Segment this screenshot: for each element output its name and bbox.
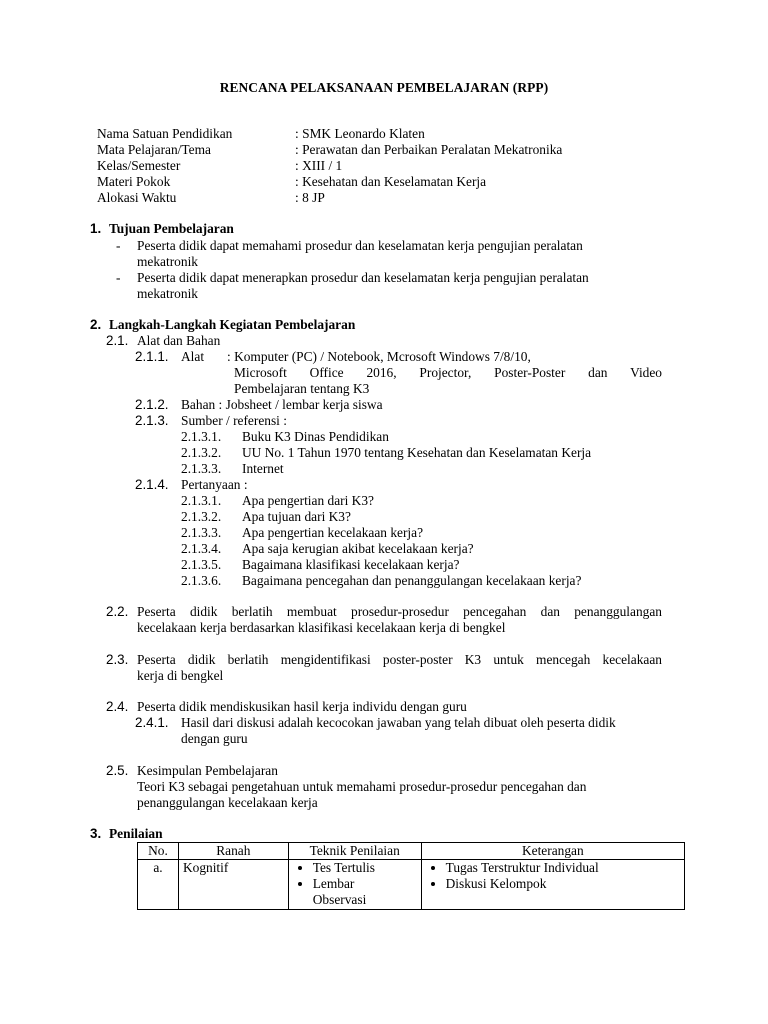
item-number: 2.1.3.6. xyxy=(181,573,222,588)
subsection-text: Peserta didik berlatih membuat prosedur-prosedur pencegahan dan penanggulangan xyxy=(137,604,662,619)
identity-label: Nama Satuan Pendidikan xyxy=(97,126,233,141)
identity-value: : 8 JP xyxy=(295,190,325,205)
assessment-table xyxy=(137,842,685,910)
document-title: RENCANA PELAKSANAAN PEMBELAJARAN (RPP) xyxy=(219,80,549,95)
item-text: Apa pengertian dari K3? xyxy=(242,493,374,508)
list-item: • Tugas Terstruktur Individual xyxy=(446,860,680,876)
subsection-number: 2.1.1. xyxy=(135,349,169,364)
subsection-label: Alat xyxy=(181,349,205,364)
item-text: Bagaimana klasifikasi kecelakaan kerja? xyxy=(242,557,460,572)
identity-value: : Kesehatan dan Keselamatan Kerja xyxy=(295,174,487,189)
identity-value: : XIII / 1 xyxy=(295,158,343,173)
table-row xyxy=(138,860,685,910)
subsection-text: Pertanyaan : xyxy=(181,477,248,492)
subsection-text-cont: kerja di bengkel xyxy=(137,668,224,683)
item-text: Apa tujuan dari K3? xyxy=(242,509,351,524)
column-header: Teknik Penilaian xyxy=(288,843,421,860)
table-cell-keterangan xyxy=(421,860,684,910)
table-cell-teknik xyxy=(288,860,421,910)
identity-label: Materi Pokok xyxy=(97,174,171,189)
column-header: No. xyxy=(138,843,179,860)
item-number: 2.1.3.2. xyxy=(181,445,222,460)
subsection-number: 2.4. xyxy=(106,699,129,714)
subsection-text-cont: Pembelajaran tentang K3 xyxy=(234,381,370,396)
subsection-text: Sumber / referensi : xyxy=(181,413,287,428)
identity-value: : SMK Leonardo Klaten xyxy=(295,126,425,141)
list-bullet: - xyxy=(116,270,121,285)
identity-label: Kelas/Semester xyxy=(97,158,181,173)
subsection-number: 2.1.3. xyxy=(135,413,169,428)
column-header: Ranah xyxy=(178,843,288,860)
subsection-number: 2.4.1. xyxy=(135,715,169,730)
section-heading: Langkah-Langkah Kegiatan Pembelajaran xyxy=(109,317,356,332)
section-number: 2. xyxy=(90,317,102,332)
list-item-cont: mekatronik xyxy=(137,286,198,301)
table-header-row xyxy=(138,843,685,860)
item-number: 2.1.3.1. xyxy=(181,493,222,508)
subsection-text: Peserta didik berlatih mengidentifikasi poster-poster K3 untuk mencegah kecelakaan xyxy=(137,652,662,667)
subsection-number: 2.2. xyxy=(106,604,129,619)
section-heading: Tujuan Pembelajaran xyxy=(109,221,234,236)
subsection-text: Hasil dari diskusi adalah kecocokan jawaban yang telah dibuat oleh peserta didik xyxy=(181,715,616,730)
item-number: 2.1.3.5. xyxy=(181,557,222,572)
subsection-text-cont: Microsoft Office 2016, Projector, Poster-Poster dan Video xyxy=(234,365,662,380)
list-bullet: - xyxy=(116,238,121,253)
list-item: • Lembar Observasi xyxy=(313,876,383,908)
item-text: Apa saja kerugian akibat kecelakaan kerja? xyxy=(242,541,474,556)
subsection-text: Alat dan Bahan xyxy=(137,333,221,348)
list-item: Peserta didik dapat menerapkan prosedur dan keselamatan kerja pengujian peralatan xyxy=(137,270,589,285)
subsection-text-cont: dengan guru xyxy=(181,731,248,746)
subsection-number: 2.3. xyxy=(106,652,129,667)
paragraph-line: Teori K3 sebagai pengetahuan untuk memahami prosedur-prosedur pencegahan dan xyxy=(137,779,587,794)
identity-label: Mata Pelajaran/Tema xyxy=(97,142,211,157)
item-number: 2.1.3.2. xyxy=(181,509,222,524)
item-text: Internet xyxy=(242,461,284,476)
item-number: 2.1.3.1. xyxy=(181,429,222,444)
table-cell-no: a. xyxy=(138,860,179,910)
section-heading: Penilaian xyxy=(109,826,163,841)
identity-value: : Perawatan dan Perbaikan Peralatan Mekatronika xyxy=(295,142,563,157)
item-text: Apa pengertian kecelakaan kerja? xyxy=(242,525,424,540)
list-item: Peserta didik dapat memahami prosedur dan keselamatan kerja pengujian peralatan xyxy=(137,238,583,253)
item-text: Buku K3 Dinas Pendidikan xyxy=(242,429,389,444)
subsection-text: : Komputer (PC) / Notebook, Mcrosoft Windows 7/8/10, xyxy=(227,349,531,364)
section-number: 1. xyxy=(90,221,102,236)
subsection-number: 2.1.2. xyxy=(135,397,169,412)
subsection-text: Peserta didik mendiskusikan hasil kerja individu dengan guru xyxy=(137,699,467,714)
paragraph-line: penanggulangan kecelakaan kerja xyxy=(137,795,318,810)
subsection-text: Bahan : Jobsheet / lembar kerja siswa xyxy=(181,397,383,412)
section-number: 3. xyxy=(90,826,102,841)
item-text: UU No. 1 Tahun 1970 tentang Kesehatan dan Keselamatan Kerja xyxy=(242,445,592,460)
identity-label: Alokasi Waktu xyxy=(97,190,177,205)
subsection-text: Kesimpulan Pembelajaran xyxy=(137,763,278,778)
subsection-text-cont: kecelakaan kerja berdasarkan klasifikasi kecelakaan kerja di bengkel xyxy=(137,620,506,635)
subsection-number: 2.1. xyxy=(106,333,129,348)
table-cell-ranah: Kognitif xyxy=(178,860,288,910)
column-header: Keterangan xyxy=(421,843,684,860)
subsection-number: 2.1.4. xyxy=(135,477,169,492)
list-item: • Tes Tertulis xyxy=(313,860,417,876)
item-number: 2.1.3.4. xyxy=(181,541,222,556)
item-number: 2.1.3.3. xyxy=(181,461,222,476)
subsection-number: 2.5. xyxy=(106,763,129,778)
item-text: Bagaimana pencegahan dan penanggulangan kecelakaan kerja? xyxy=(242,573,582,588)
item-number: 2.1.3.3. xyxy=(181,525,222,540)
list-item-cont: mekatronik xyxy=(137,254,198,269)
list-item: • Diskusi Kelompok xyxy=(446,876,680,892)
